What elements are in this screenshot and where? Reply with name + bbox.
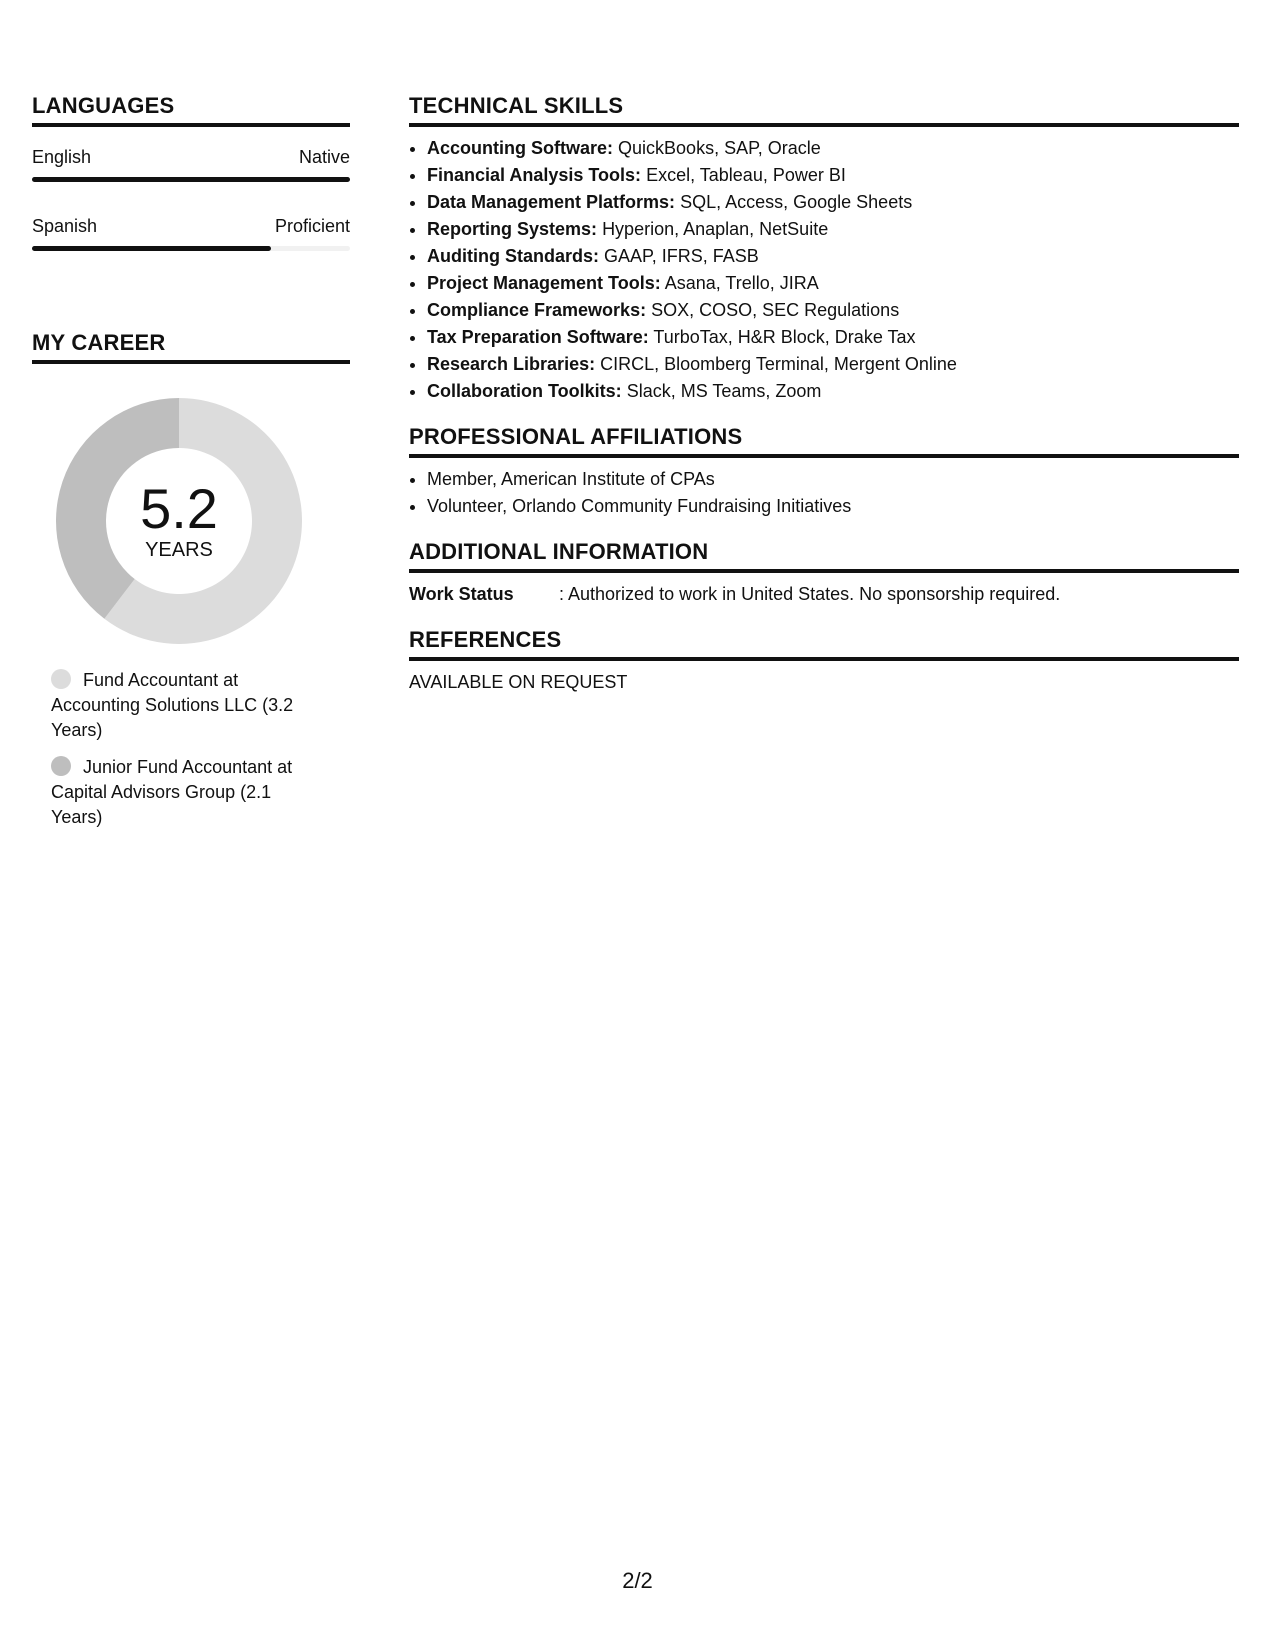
work-status-row [409, 581, 1239, 608]
skill-item [427, 297, 1239, 324]
work-status-key: Work Status [409, 584, 514, 604]
skill-item [427, 162, 1239, 189]
skill-item [427, 189, 1239, 216]
skill-value: TurboTax, H&R Block, Drake Tax [653, 327, 916, 347]
skill-value: SOX, COSO, SEC Regulations [651, 300, 900, 320]
affiliations-title: PROFESSIONAL AFFILIATIONS [409, 423, 1239, 458]
skill-item [427, 351, 1239, 378]
career-legend [51, 668, 321, 830]
career-total-value: 5.2 [140, 477, 218, 540]
skill-item [427, 324, 1239, 351]
skill-label: Reporting Systems: [427, 219, 598, 239]
skill-item [427, 378, 1239, 405]
language-english [32, 145, 350, 182]
legend-label: Fund Accountant at Accounting Solutions LLC (3.2 Years) [51, 670, 294, 740]
language-name: English [32, 147, 92, 167]
right-column [409, 92, 1239, 696]
list-item: • Volunteer, Orlando Community Fundraising Initiatives [427, 493, 1239, 520]
language-bar [32, 246, 350, 251]
skill-item [427, 216, 1239, 243]
skill-value: Asana, Trello, JIRA [664, 273, 819, 293]
skill-value: QuickBooks, SAP, Oracle [618, 138, 821, 158]
language-level: Proficient [274, 216, 350, 236]
skill-value: Hyperion, Anaplan, NetSuite [602, 219, 829, 239]
skill-label: Project Management Tools: [427, 273, 661, 293]
language-bar-fill [32, 246, 271, 251]
additional-info-title: ADDITIONAL INFORMATION [409, 538, 1239, 573]
skill-value: SQL, Access, Google Sheets [680, 192, 913, 212]
legend-label: Junior Fund Accountant at Capital Advisors Group (2.1 Years) [51, 757, 293, 827]
skill-item [427, 135, 1239, 162]
skill-label: Financial Analysis Tools: [427, 165, 642, 185]
references-title: REFERENCES [409, 626, 1239, 661]
skill-label: Data Management Platforms: [427, 192, 676, 212]
skill-label: Accounting Software: [427, 138, 614, 158]
skill-label: Auditing Standards: [427, 246, 599, 266]
language-name: Spanish [32, 216, 98, 236]
technical-skills-list [409, 135, 1239, 405]
work-status-value: : Authorized to work in United States. No sponsorship required. [559, 584, 1061, 604]
technical-skills-title: TECHNICAL SKILLS [409, 92, 1239, 127]
legend-dot-icon [51, 669, 71, 689]
language-spanish [32, 214, 350, 251]
language-bar [32, 177, 350, 182]
skill-label: Research Libraries: [427, 354, 596, 374]
skill-value: Slack, MS Teams, Zoom [626, 381, 822, 401]
skill-value: Excel, Tableau, Power BI [646, 165, 846, 185]
skill-label: Collaboration Toolkits: [427, 381, 622, 401]
legend-item [51, 755, 321, 830]
list-item: • Member, American Institute of CPAs [427, 466, 1239, 493]
career-total-unit: YEARS [145, 539, 213, 561]
legend-item [51, 668, 321, 743]
legend-dot-icon [51, 756, 71, 776]
references-text: AVAILABLE ON REQUEST [409, 672, 628, 692]
skill-value: CIRCL, Bloomberg Terminal, Mergent Online [600, 354, 957, 374]
career-title: MY CAREER [32, 329, 350, 364]
skill-item [427, 243, 1239, 270]
page-number: 2/2 [622, 1568, 653, 1593]
skill-value: GAAP, IFRS, FASB [604, 246, 759, 266]
language-level: Native [298, 147, 350, 167]
affiliations-list [409, 466, 1239, 520]
skill-item [427, 270, 1239, 297]
language-bar-fill [32, 177, 350, 182]
career-donut-chart [56, 398, 302, 644]
languages-title: LANGUAGES [32, 92, 350, 127]
skill-label: Compliance Frameworks: [427, 300, 647, 320]
left-column [32, 92, 350, 842]
skill-label: Tax Preparation Software: [427, 327, 649, 347]
